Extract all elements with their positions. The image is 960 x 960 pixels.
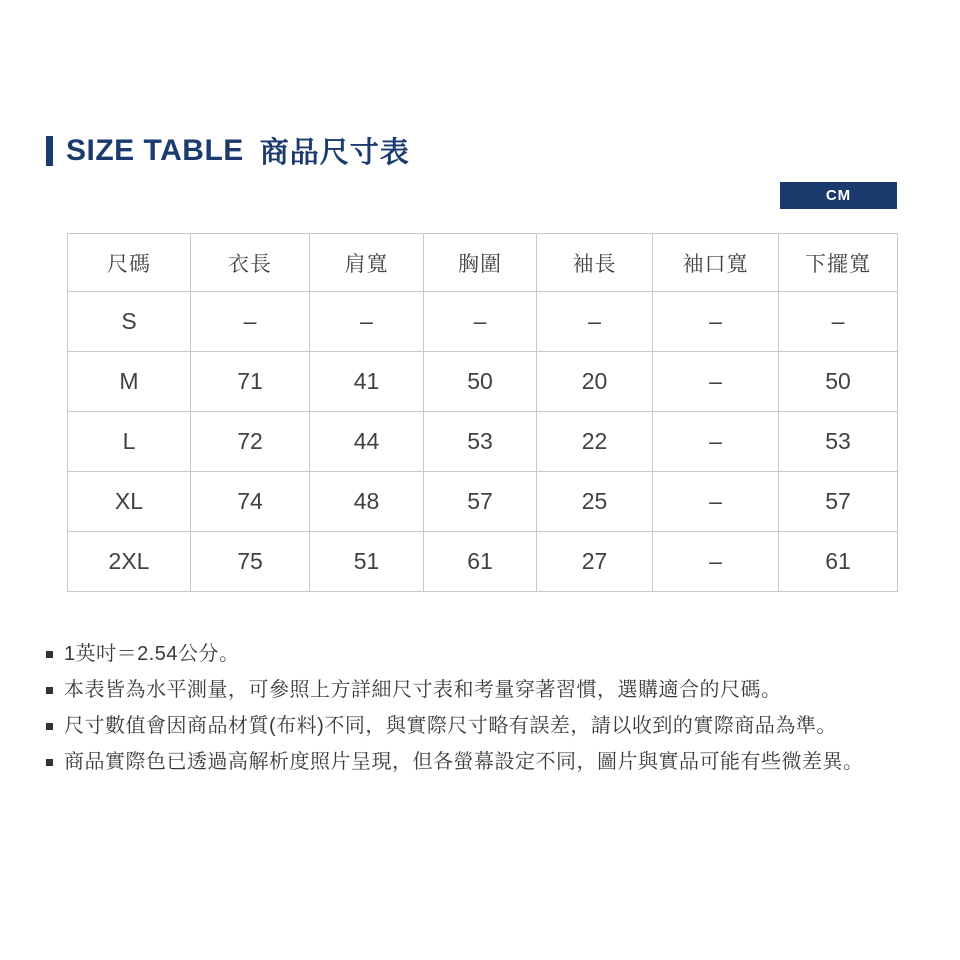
footnotes-list [46, 643, 926, 787]
size-cell: S [68, 292, 191, 352]
size-cell: L [68, 412, 191, 472]
value-cell: 25 [537, 472, 653, 532]
value-cell: 72 [191, 412, 310, 472]
col-header-length: 衣長 [191, 234, 310, 292]
value-cell: – [424, 292, 537, 352]
col-header-shoulder: 肩寬 [310, 234, 424, 292]
bullet-square-icon [46, 687, 53, 694]
bullet-square-icon [46, 651, 53, 658]
size-cell: M [68, 352, 191, 412]
value-cell: – [653, 532, 779, 592]
section-title-en: SIZE TABLE [66, 133, 244, 167]
value-cell: 50 [779, 352, 898, 412]
bullet-square-icon [46, 723, 53, 730]
value-cell: 53 [424, 412, 537, 472]
value-cell: 71 [191, 352, 310, 412]
table-row-2xl [68, 532, 898, 592]
col-header-size: 尺碼 [68, 234, 191, 292]
footnote-item [46, 715, 926, 738]
table-row-xl [68, 472, 898, 532]
value-cell: 74 [191, 472, 310, 532]
table-row-s [68, 292, 898, 352]
value-cell: 50 [424, 352, 537, 412]
bullet-square-icon [46, 759, 53, 766]
value-cell: 48 [310, 472, 424, 532]
col-header-sleeve: 袖長 [537, 234, 653, 292]
value-cell: – [653, 292, 779, 352]
value-cell: – [653, 412, 779, 472]
value-cell: – [310, 292, 424, 352]
value-cell: 75 [191, 532, 310, 592]
col-header-hem: 下擺寬 [779, 234, 898, 292]
section-title [46, 130, 410, 171]
footnote-item [46, 751, 926, 774]
value-cell: 57 [779, 472, 898, 532]
value-cell: 44 [310, 412, 424, 472]
col-header-chest: 胸圍 [424, 234, 537, 292]
value-cell: – [779, 292, 898, 352]
footnote-text: 商品實際色已透過高解析度照片呈現，但各螢幕設定不同，圖片與實品可能有些微差異。 [64, 751, 864, 773]
table-row-m [68, 352, 898, 412]
value-cell: 61 [779, 532, 898, 592]
footnote-text: 尺寸數值會因商品材質(布料)不同，與實際尺寸略有誤差，請以收到的實際商品為準。 [64, 715, 837, 737]
size-table-header-row [68, 234, 898, 292]
size-table [67, 233, 898, 592]
value-cell: – [653, 472, 779, 532]
value-cell: 22 [537, 412, 653, 472]
footnote-item [46, 643, 926, 666]
table-row-l [68, 412, 898, 472]
value-cell: – [191, 292, 310, 352]
footnote-text: 本表皆為水平測量，可參照上方詳細尺寸表和考量穿著習慣，選購適合的尺碼。 [64, 679, 782, 701]
size-cell: XL [68, 472, 191, 532]
value-cell: 57 [424, 472, 537, 532]
col-header-cuff: 袖口寬 [653, 234, 779, 292]
value-cell: 27 [537, 532, 653, 592]
unit-badge: CM [780, 182, 897, 209]
value-cell: 41 [310, 352, 424, 412]
section-title-zh: 商品尺寸表 [259, 137, 410, 169]
footnote-text: 1英吋＝2.54公分。 [64, 643, 240, 665]
size-cell: 2XL [68, 532, 191, 592]
value-cell: – [537, 292, 653, 352]
value-cell: 51 [310, 532, 424, 592]
title-accent-bar [46, 136, 53, 166]
footnote-item [46, 679, 926, 702]
value-cell: 53 [779, 412, 898, 472]
value-cell: – [653, 352, 779, 412]
value-cell: 61 [424, 532, 537, 592]
value-cell: 20 [537, 352, 653, 412]
